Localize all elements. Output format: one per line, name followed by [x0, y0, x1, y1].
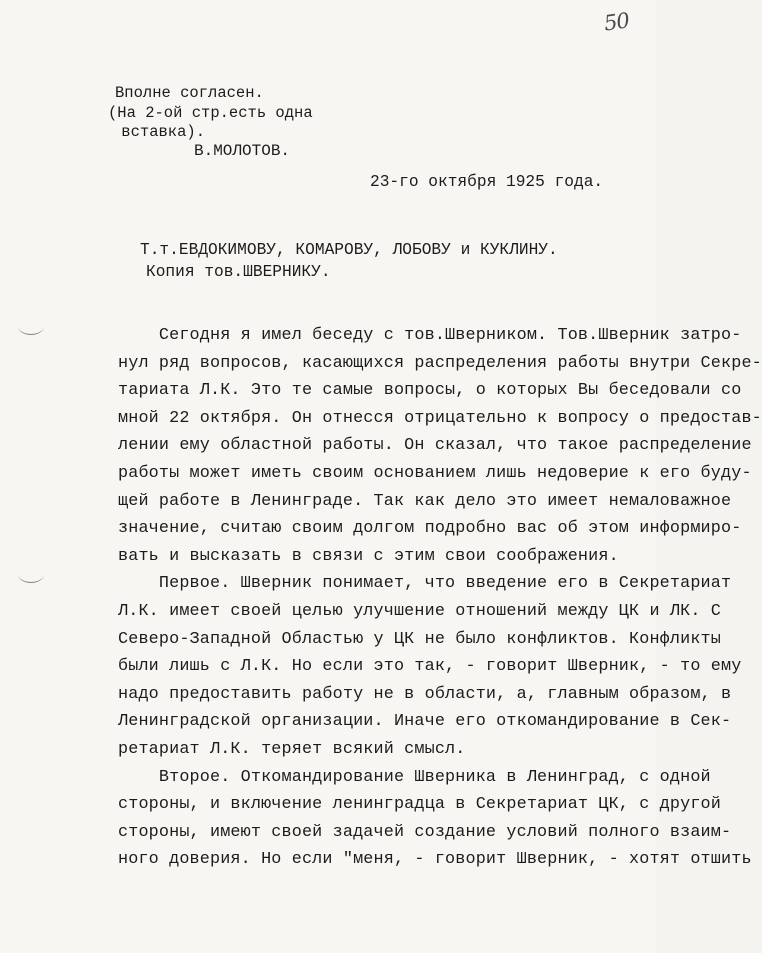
copy-line: Копия тов.ШВЕРНИКУ.	[146, 263, 331, 281]
body-line: Сегодня я имел беседу с тов.Шверником. Тов.Шверник затро-	[118, 326, 742, 345]
body-line: стороны, и включение ленинградца в Секретариат ЦК, с другой	[118, 795, 722, 815]
punch-hole-mark	[18, 566, 44, 583]
body-line: мной 22 октября. Он отнесся отрицательно к вопросу о предостав-	[118, 408, 762, 428]
addressees-line: Т.т.ЕВДОКИМОВУ, КОМАРОВУ, ЛОБОВУ и КУКЛИНУ.	[140, 241, 558, 259]
body-line: ретариат Л.К. теряет всякий смысл.	[118, 740, 466, 759]
page-number: 50	[602, 8, 631, 36]
body-line: лении ему областной работы. Он сказал, что такое распределение	[118, 436, 752, 456]
body-line: нул ряд вопросов, касающихся распределения работы внутри Секре-	[118, 353, 762, 373]
body-line: тариата Л.К. Это те самые вопросы, о которых Вы беседовали со	[118, 381, 742, 401]
body-line: щей работе в Ленинграде. Так как дело это имеет немаловажное	[118, 491, 732, 511]
body-line: Второе. Откомандирование Шверника в Ленинград, с одной	[118, 767, 711, 787]
body-line: значение, считаю своим долгом подробно вас об этом информиро-	[118, 519, 742, 539]
body-line: Ленинградской организации. Иначе его откомандирование в Сек-	[118, 712, 732, 732]
approval-line-3: вставка).	[112, 123, 206, 141]
approval-signature: В.МОЛОТОВ.	[194, 142, 291, 160]
body-line: Л.К. имеет своей целью улучшение отношений между ЦК и ЛК. С	[118, 602, 722, 621]
body-line: работы может иметь своим основанием лишь недоверие к его буду-	[118, 464, 752, 483]
body-line: вать и высказать в связи с этим свои соображения.	[118, 546, 619, 566]
document-date: 23-го октября 1925 года.	[370, 173, 604, 191]
body-line: Северо-Западной Областью у ЦК не было конфликтов. Конфликты	[118, 629, 722, 649]
approval-line-2: (На 2-ой стр.есть одна	[108, 104, 313, 122]
approval-line-1: Вполне согласен.	[115, 84, 264, 102]
body-line: надо предоставить работу не в области, а, главным образом, в	[118, 684, 732, 704]
punch-hole-mark	[18, 318, 44, 335]
body-line: были лишь с Л.К. Но если это так, - говорит Шверник, - то ему	[118, 657, 742, 677]
body-line: ного доверия. Но если "меня, - говорит Шверник, - хотят отшить	[118, 850, 752, 870]
body-line: стороны, имеют своей задачей создание условий полного взаим-	[118, 822, 732, 842]
body-line: Первое. Шверник понимает, что введение его в Секретариат	[118, 574, 732, 594]
